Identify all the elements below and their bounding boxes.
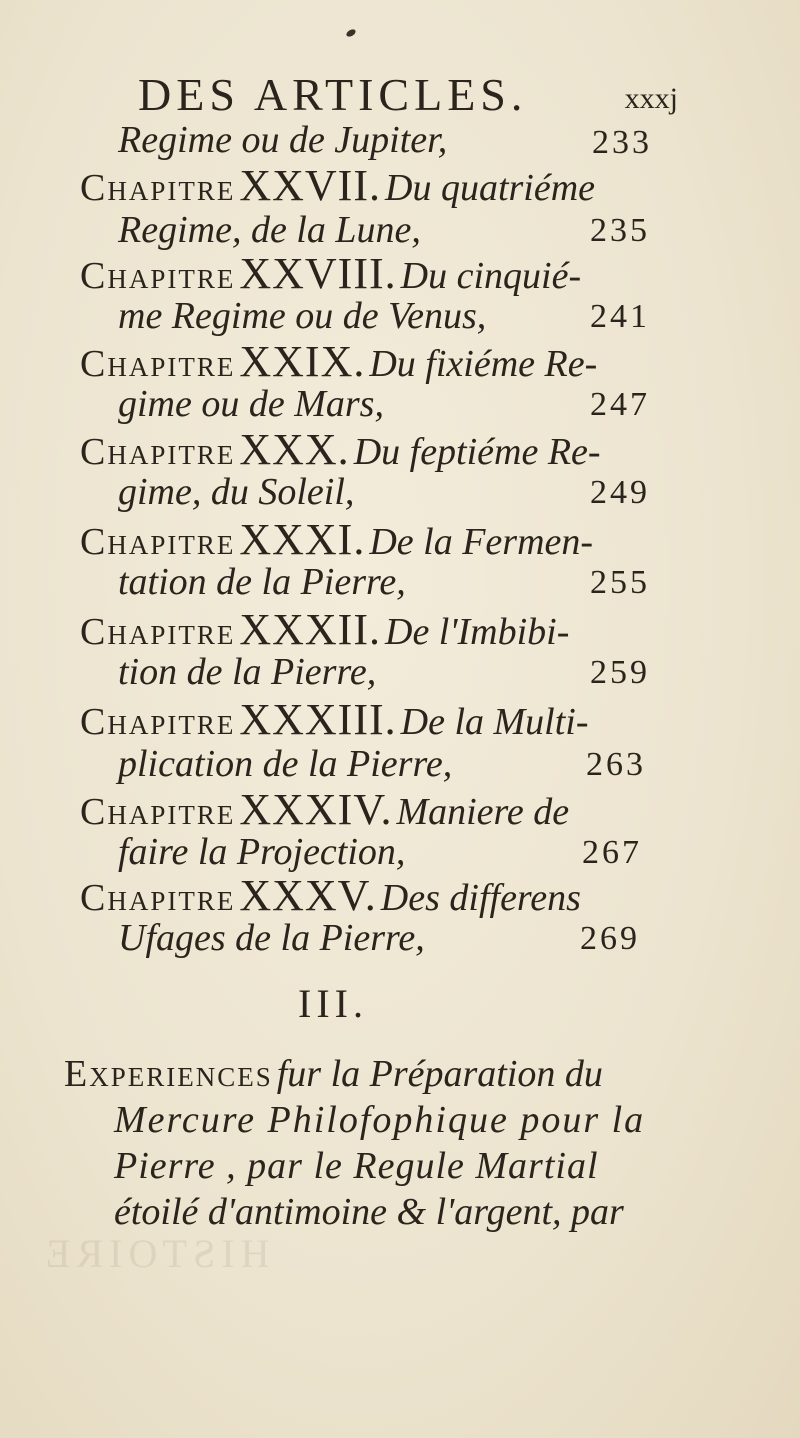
chapter-numeral: XXXIII. (239, 695, 397, 744)
toc-chapter-heading (80, 514, 594, 564)
toc-page-number: 255 (590, 564, 650, 601)
toc-page-number: 259 (590, 654, 650, 691)
chapter-label: Chapitre (80, 611, 236, 653)
chapter-title: Du fixiéme Re- (369, 343, 598, 385)
chapter-numeral: XXXI. (239, 515, 366, 564)
toc-page-number: 241 (590, 298, 650, 335)
section-entry-line (64, 1052, 603, 1096)
chapter-title: De la Multi- (400, 701, 589, 743)
chapter-numeral: XXX. (239, 425, 350, 474)
bleed-through-text: HISTOIRE (40, 1231, 270, 1276)
section-text: fur la Préparation du (276, 1053, 603, 1095)
chapter-label: Chapitre (80, 521, 236, 563)
chapter-numeral: XXXIV. (239, 785, 393, 834)
toc-chapter-heading (80, 336, 598, 386)
section-text: Pierre , par le Regule Martial (114, 1145, 599, 1187)
chapter-title: Des differens (380, 877, 581, 919)
chapter-title-cont: tion de la Pierre, (118, 651, 377, 693)
toc-page-number: 249 (590, 474, 650, 511)
chapter-title: Du feptiéme Re- (353, 431, 601, 473)
chapter-title-cont: Ufages de la Pierre, (118, 917, 425, 959)
section-text: étoilé d'antimoine & l'argent, par (114, 1191, 624, 1233)
toc-page-number: 235 (590, 212, 650, 249)
chapter-numeral: XXIX. (239, 337, 366, 386)
chapter-label: Chapitre (80, 343, 236, 385)
chapter-title-cont: faire la Projection, (118, 831, 406, 873)
toc-page-number: 233 (592, 124, 652, 161)
chapter-title: Du cinquié- (400, 255, 582, 297)
toc-chapter-heading (80, 870, 581, 920)
chapter-label: Chapitre (80, 877, 236, 919)
toc-chapter-heading (80, 694, 589, 744)
chapter-label: Chapitre (80, 431, 236, 473)
ink-mark (345, 28, 357, 38)
chapter-title: De l'Imbibi- (385, 611, 570, 653)
section-text: Mercure Philofophique pour la (114, 1099, 646, 1141)
toc-chapter-heading (80, 424, 601, 474)
chapter-numeral: XXXII. (239, 605, 381, 654)
chapter-title-cont: gime ou de Mars, (118, 383, 384, 425)
chapter-title-cont: gime, du Soleil, (118, 471, 355, 513)
section-lead-word: Experiences (64, 1053, 273, 1095)
toc-continuation: Regime ou de Jupiter, (118, 119, 448, 161)
toc-chapter-heading (80, 248, 582, 298)
chapter-title-cont: me Regime ou de Venus, (118, 295, 487, 337)
chapter-title-cont: tation de la Pierre, (118, 561, 406, 603)
toc-page-number: 269 (580, 920, 640, 957)
chapter-label: Chapitre (80, 701, 236, 743)
toc-chapter-heading (80, 604, 570, 654)
running-header (118, 68, 678, 118)
toc-page-number: 247 (590, 386, 650, 423)
chapter-numeral: XXVII. (239, 161, 381, 210)
header-title: DES ARTICLES. (138, 69, 528, 120)
section-numeral: III. (298, 981, 368, 1026)
chapter-title: Du quatriéme (385, 167, 596, 209)
chapter-numeral: XXVIII. (239, 249, 397, 298)
chapter-label: Chapitre (80, 167, 236, 209)
chapter-numeral: XXXV. (239, 871, 377, 920)
toc-page-number: 263 (586, 746, 646, 783)
chapter-title: De la Fermen- (369, 521, 594, 563)
chapter-title: Maniere de (396, 791, 570, 833)
header-page-number: xxxj (624, 82, 678, 115)
chapter-title-cont: Regime, de la Lune, (118, 209, 421, 251)
toc-chapter-heading (80, 160, 596, 210)
chapter-title-cont: plication de la Pierre, (118, 743, 453, 785)
chapter-label: Chapitre (80, 255, 236, 297)
toc-chapter-heading (80, 784, 570, 834)
toc-page-number: 267 (582, 834, 642, 871)
chapter-label: Chapitre (80, 791, 236, 833)
